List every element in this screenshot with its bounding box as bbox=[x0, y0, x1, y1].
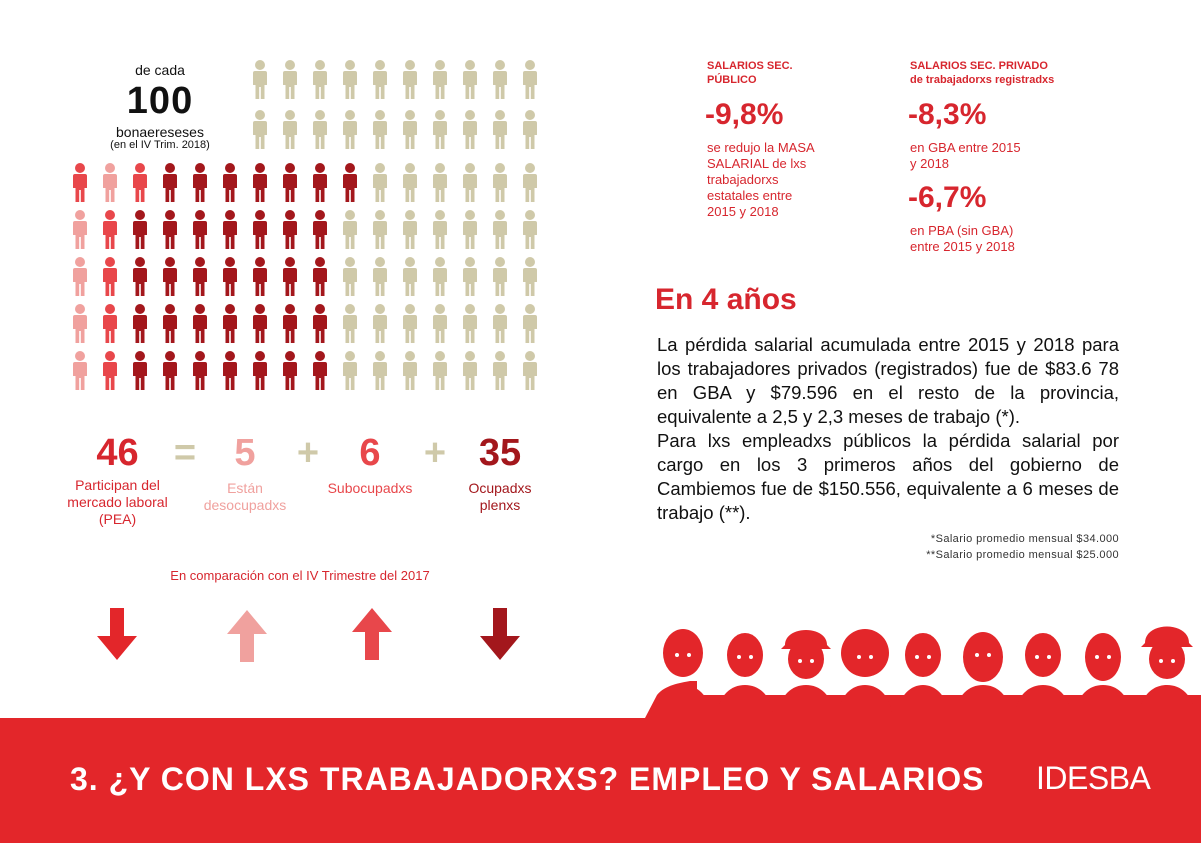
person-icon-ocupados_plenos bbox=[313, 163, 327, 202]
worker-face-man-icon bbox=[717, 633, 773, 715]
eq-label-subocupados bbox=[315, 480, 425, 497]
person-icon-ocupados_plenos bbox=[253, 163, 267, 202]
person-icon-fuera_pea bbox=[463, 257, 477, 296]
person-icon-ocupados_plenos bbox=[133, 210, 147, 249]
eq-label-pea bbox=[55, 477, 180, 528]
public-salary-heading-line: SALARIOS SEC. bbox=[707, 60, 793, 72]
eq-number-desocupados: 5 bbox=[234, 432, 256, 474]
person-icon-ocupados_plenos bbox=[193, 304, 207, 343]
person-icon-subocupados bbox=[103, 304, 117, 343]
eq-number-subocupados: 6 bbox=[359, 432, 381, 474]
person-icon-fuera_pea bbox=[463, 351, 477, 390]
worker-face-curly-hair-icon bbox=[838, 629, 892, 715]
person-icon-fuera_pea bbox=[403, 304, 417, 343]
eq-label-pea-line: (PEA) bbox=[98, 511, 137, 527]
arrow-down-icon-pea bbox=[95, 608, 139, 662]
eq-op-plus-1: + bbox=[296, 432, 320, 474]
person-icon-fuera_pea bbox=[463, 210, 477, 249]
person-icon-fuera_pea bbox=[373, 163, 387, 202]
public-salary-text-line: se redujo la MASA bbox=[707, 140, 815, 155]
four-years-heading: En 4 años bbox=[655, 283, 797, 316]
person-icon-fuera_pea bbox=[493, 257, 507, 296]
person-icon-fuera_pea bbox=[343, 304, 357, 343]
person-icon-subocupados bbox=[103, 257, 117, 296]
person-icon-ocupados_plenos bbox=[313, 210, 327, 249]
private-salary-text-pba-line: entre 2015 y 2018 bbox=[910, 239, 1015, 254]
public-salary-text-line: SALARIAL de lxs bbox=[707, 156, 807, 171]
person-icon-ocupados_plenos bbox=[253, 351, 267, 390]
person-icon-ocupados_plenos bbox=[283, 163, 297, 202]
section-title: 3. ¿Y CON LXS TRABAJADORXS? EMPLEO Y SALARIOS bbox=[70, 761, 985, 797]
person-icon-ocupados_plenos bbox=[163, 210, 177, 249]
worker-face-man-2-icon bbox=[1015, 633, 1071, 715]
comparison-caption: En comparación con el IV Trimestre del 2017 bbox=[170, 568, 430, 583]
person-icon-ocupados_plenos bbox=[343, 163, 357, 202]
person-icon-fuera_pea bbox=[523, 163, 537, 202]
eq-label-desocupados-line: Están bbox=[227, 480, 263, 496]
person-icon-fuera_pea bbox=[343, 257, 357, 296]
arrow-up-icon-subocupados bbox=[350, 608, 394, 662]
person-icon-fuera_pea bbox=[403, 110, 417, 149]
person-icon-fuera_pea bbox=[493, 163, 507, 202]
person-icon-ocupados_plenos bbox=[313, 304, 327, 343]
eq-label-pea-line: Participan del bbox=[75, 477, 160, 493]
person-icon-ocupados_plenos bbox=[283, 210, 297, 249]
eq-number-pea: 46 bbox=[96, 432, 139, 474]
footnote-2: **Salario promedio mensual $25.000 bbox=[926, 549, 1119, 561]
person-icon-fuera_pea bbox=[493, 304, 507, 343]
private-salary-text-pba-line: en PBA (sin GBA) bbox=[910, 223, 1014, 238]
private-salary-heading-line: de trabajadorxs registradxs bbox=[910, 74, 1055, 86]
worker-face-helmet-icon bbox=[778, 630, 834, 715]
person-icon-ocupados_plenos bbox=[223, 210, 237, 249]
person-icon-fuera_pea bbox=[433, 210, 447, 249]
person-icon-fuera_pea bbox=[313, 60, 327, 99]
person-icon-fuera_pea bbox=[283, 60, 297, 99]
person-icon-ocupados_plenos bbox=[283, 351, 297, 390]
person-icon-ocupados_plenos bbox=[313, 351, 327, 390]
private-salary-value-gba: -8,3% bbox=[908, 98, 987, 131]
eq-label-desocupados-line: desocupadxs bbox=[203, 497, 287, 513]
person-icon-ocupados_plenos bbox=[193, 351, 207, 390]
private-salary-value-pba: -6,7% bbox=[908, 181, 987, 214]
intro-bonaerenses: bonaereseses bbox=[116, 124, 204, 140]
person-icon-ocupados_plenos bbox=[193, 257, 207, 296]
eq-label-desocupados bbox=[190, 480, 300, 514]
person-icon-ocupados_plenos bbox=[163, 304, 177, 343]
people-pictogram-grid bbox=[0, 0, 560, 400]
person-icon-ocupados_plenos bbox=[223, 351, 237, 390]
person-icon-ocupados_plenos bbox=[133, 257, 147, 296]
person-icon-fuera_pea bbox=[523, 60, 537, 99]
person-icon-fuera_pea bbox=[493, 351, 507, 390]
arrow-down-icon-ocupados bbox=[478, 608, 522, 662]
person-icon-fuera_pea bbox=[343, 110, 357, 149]
person-icon-fuera_pea bbox=[433, 304, 447, 343]
person-icon-fuera_pea bbox=[343, 210, 357, 249]
four-years-paragraph-1: La pérdida salarial acumulada entre 2015 y 2018 para los trabajadores privados (registrados) fue de $83.6 78 en GBA y $79.596 en el resto de la provincia, equivalente a 2,5 y 2,3 meses de trabajo (*). bbox=[657, 334, 1119, 427]
person-icon-fuera_pea bbox=[373, 60, 387, 99]
workers-faces-illustration bbox=[645, 615, 1201, 718]
person-icon-fuera_pea bbox=[403, 163, 417, 202]
public-salary-text-line: trabajadorxs bbox=[707, 172, 779, 187]
person-icon-subocupados bbox=[103, 351, 117, 390]
eq-label-ocupados bbox=[445, 480, 555, 514]
person-icon-fuera_pea bbox=[433, 351, 447, 390]
worker-face-woman-icon bbox=[655, 629, 711, 715]
person-icon-fuera_pea bbox=[403, 257, 417, 296]
person-icon-ocupados_plenos bbox=[133, 304, 147, 343]
person-icon-fuera_pea bbox=[433, 257, 447, 296]
eq-label-ocupados-line: plenxs bbox=[479, 497, 521, 513]
person-icon-ocupados_plenos bbox=[163, 351, 177, 390]
idesba-logo: IDESBA bbox=[1036, 760, 1151, 796]
person-icon-ocupados_plenos bbox=[253, 304, 267, 343]
person-icon-fuera_pea bbox=[523, 351, 537, 390]
intro-hundred: 100 bbox=[126, 80, 194, 122]
public-salary-text-line: estatales entre bbox=[707, 188, 793, 203]
person-icon-ocupados_plenos bbox=[193, 163, 207, 202]
intro-period: (en el IV Trim. 2018) bbox=[110, 139, 210, 151]
person-icon-fuera_pea bbox=[523, 304, 537, 343]
person-icon-ocupados_plenos bbox=[313, 257, 327, 296]
person-icon-fuera_pea bbox=[343, 351, 357, 390]
person-icon-desocupados bbox=[73, 210, 87, 249]
worker-face-cap-icon bbox=[897, 633, 949, 715]
person-icon-ocupados_plenos bbox=[163, 257, 177, 296]
person-icon-fuera_pea bbox=[493, 110, 507, 149]
public-salary-value: -9,8% bbox=[705, 98, 784, 131]
person-icon-ocupados_plenos bbox=[253, 210, 267, 249]
public-salary-heading bbox=[707, 59, 867, 87]
private-salary-heading-line: SALARIOS SEC. PRIVADO bbox=[910, 60, 1048, 72]
eq-label-pea-line: mercado laboral bbox=[67, 494, 168, 510]
person-icon-subocupados bbox=[103, 210, 117, 249]
person-icon-ocupados_plenos bbox=[283, 304, 297, 343]
person-icon-fuera_pea bbox=[373, 351, 387, 390]
person-icon-fuera_pea bbox=[433, 163, 447, 202]
person-icon-ocupados_plenos bbox=[223, 257, 237, 296]
intro-de-cada: de cada bbox=[135, 62, 185, 78]
private-salary-heading bbox=[910, 59, 1130, 87]
person-icon-fuera_pea bbox=[373, 257, 387, 296]
person-icon-fuera_pea bbox=[463, 110, 477, 149]
person-icon-desocupados bbox=[73, 304, 87, 343]
footnote-1: *Salario promedio mensual $34.000 bbox=[930, 533, 1119, 545]
person-icon-fuera_pea bbox=[403, 210, 417, 249]
person-icon-fuera_pea bbox=[403, 351, 417, 390]
person-icon-fuera_pea bbox=[433, 60, 447, 99]
person-icon-fuera_pea bbox=[463, 163, 477, 202]
person-icon-fuera_pea bbox=[373, 210, 387, 249]
person-icon-ocupados_plenos bbox=[193, 210, 207, 249]
public-salary-text bbox=[707, 140, 867, 220]
private-salary-text-pba bbox=[910, 223, 1090, 255]
person-icon-fuera_pea bbox=[493, 60, 507, 99]
person-icon-ocupados_plenos bbox=[223, 304, 237, 343]
person-icon-desocupados bbox=[103, 163, 117, 202]
worker-face-glasses-icon bbox=[1075, 633, 1131, 715]
person-icon-ocupados_plenos bbox=[253, 257, 267, 296]
eq-number-ocupados: 35 bbox=[478, 432, 522, 474]
private-salary-text-gba bbox=[910, 140, 1090, 172]
person-icon-fuera_pea bbox=[253, 110, 267, 149]
eq-label-subocupados-line: Subocupadxs bbox=[327, 480, 413, 496]
person-icon-ocupados_plenos bbox=[133, 351, 147, 390]
eq-op-plus-2: + bbox=[423, 432, 447, 474]
public-salary-heading-line: PÚBLICO bbox=[707, 74, 757, 86]
person-icon-ocupados_plenos bbox=[163, 163, 177, 202]
person-icon-desocupados bbox=[73, 257, 87, 296]
person-icon-ocupados_plenos bbox=[223, 163, 237, 202]
eq-op-equals: = bbox=[173, 432, 197, 474]
person-icon-fuera_pea bbox=[523, 257, 537, 296]
person-icon-subocupados bbox=[133, 163, 147, 202]
worker-face-helmet-2-icon bbox=[1139, 627, 1195, 716]
four-years-paragraph-2: Para lxs empleadxs públicos la pérdida salarial por cargo en los 3 primeros años del gobierno de Cambiemos fue de $150.556, equivalente a 6 meses de trabajo (**). bbox=[657, 430, 1119, 523]
person-icon-fuera_pea bbox=[403, 60, 417, 99]
worker-face-beard-icon bbox=[955, 632, 1011, 715]
private-salary-text-gba-line: en GBA entre 2015 bbox=[910, 140, 1021, 155]
arrow-up-icon-desocupados bbox=[225, 610, 269, 664]
person-icon-fuera_pea bbox=[313, 110, 327, 149]
person-icon-fuera_pea bbox=[523, 110, 537, 149]
private-salary-text-gba-line: y 2018 bbox=[910, 156, 950, 171]
person-icon-fuera_pea bbox=[373, 304, 387, 343]
person-icon-ocupados_plenos bbox=[283, 257, 297, 296]
person-icon-fuera_pea bbox=[493, 210, 507, 249]
person-icon-fuera_pea bbox=[283, 110, 297, 149]
person-icon-fuera_pea bbox=[433, 110, 447, 149]
person-icon-fuera_pea bbox=[523, 210, 537, 249]
four-years-paragraph bbox=[657, 333, 1119, 525]
person-icon-fuera_pea bbox=[253, 60, 267, 99]
person-icon-subocupados bbox=[73, 163, 87, 202]
person-icon-fuera_pea bbox=[463, 60, 477, 99]
eq-label-ocupados-line: Ocupadxs bbox=[468, 480, 532, 496]
public-salary-text-line: 2015 y 2018 bbox=[707, 204, 779, 219]
person-icon-fuera_pea bbox=[343, 60, 357, 99]
person-icon-desocupados bbox=[73, 351, 87, 390]
person-icon-fuera_pea bbox=[373, 110, 387, 149]
person-icon-fuera_pea bbox=[463, 304, 477, 343]
